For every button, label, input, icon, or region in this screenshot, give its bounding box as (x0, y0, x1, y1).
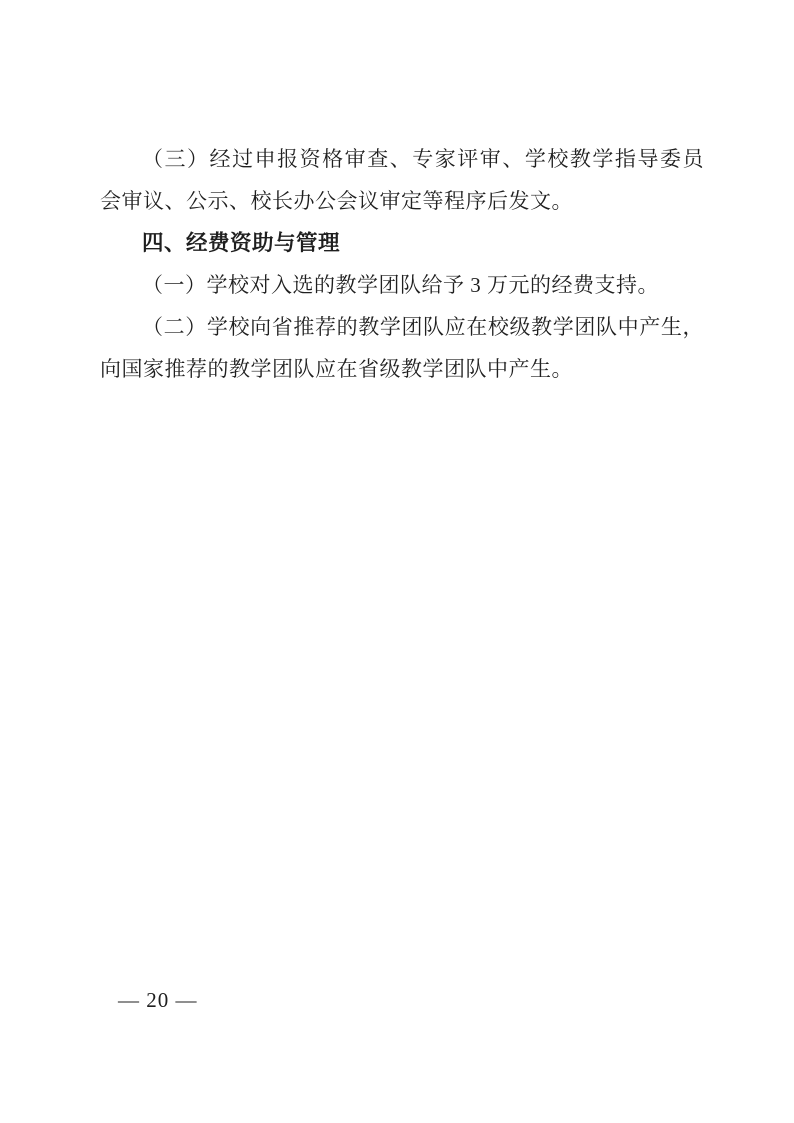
page-number: — 20 — (118, 988, 198, 1012)
paragraph-item2-line1: （二）学校向省推荐的教学团队应在校级教学团队中产生， (142, 315, 704, 339)
paragraph-item1: （一）学校对入选的教学团队给予 3 万元的经费支持。 (142, 273, 659, 297)
section4-heading: 四、经费资助与管理 (142, 231, 341, 255)
paragraph-item3-line2: 会审议、公示、校长办公会议审定等程序后发文。 (100, 189, 573, 213)
paragraph-item3-line1: （三）经过申报资格审查、专家评审、学校教学指导委员 (142, 147, 704, 171)
document-body (100, 138, 704, 390)
paragraph-item2-line2: 向国家推荐的教学团队应在省级教学团队中产生。 (100, 357, 573, 381)
